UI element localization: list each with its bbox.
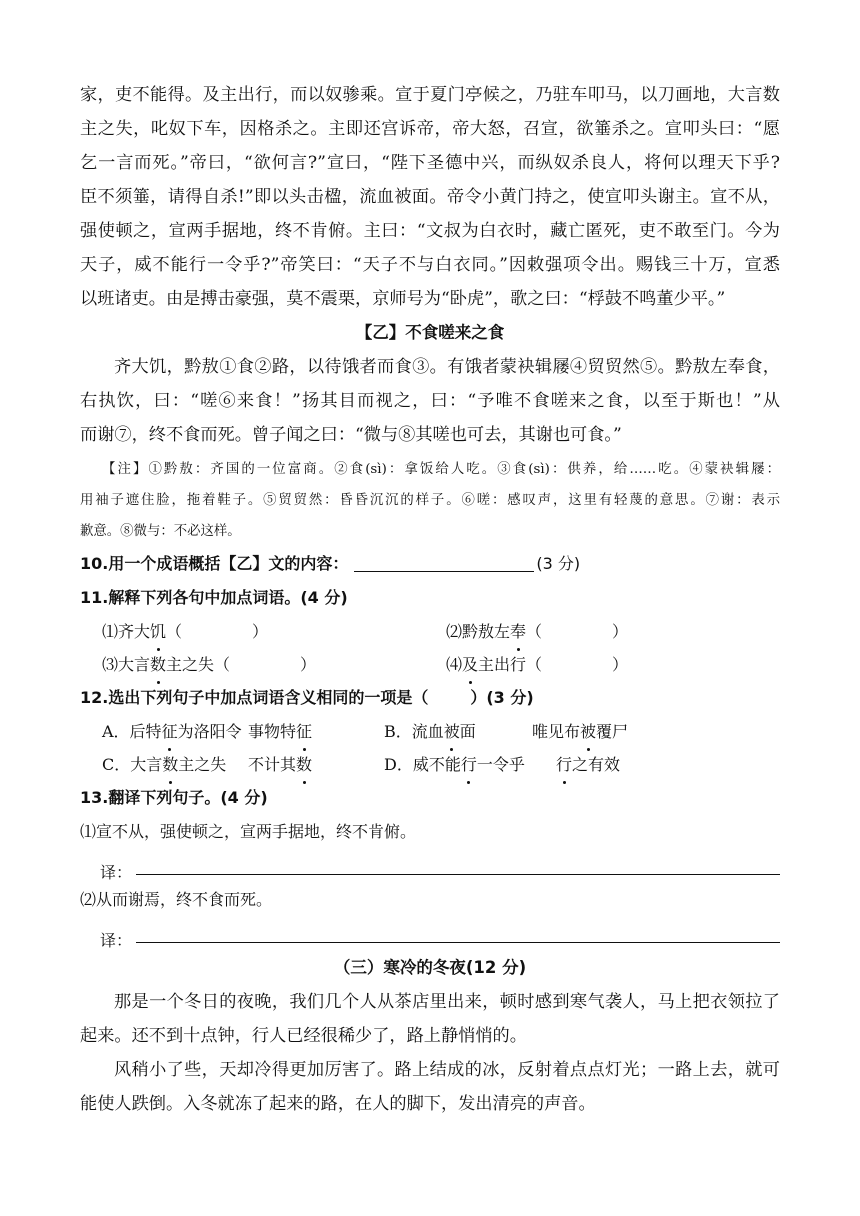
passage-yi <box>80 350 780 452</box>
question-12: 12.选出下列句子中加点词语含义相同的一项是（ ）(3 分) <box>80 688 534 707</box>
q11-item: ⑴齐大饥（ ） <box>80 615 402 648</box>
yi-title: 【乙】不食嗟来之食 <box>355 323 505 342</box>
question-10-text: 10.用一个成语概括【乙】文的内容： <box>80 554 349 573</box>
q12-options-row: A．后特征为洛阳令 事物特征 B．流血被面 唯见布被覆尸 <box>80 715 780 748</box>
text-line: 右执饮，曰：“嗟⑥来食！”扬其目而视之，曰：“予唯不食嗟来之食，以至于斯也！”从 <box>80 391 780 411</box>
text-line: 风稍小了些，天却冷得更加厉害了。路上结成的冰，反射着点点灯光；一路上去，就可 <box>114 1060 780 1080</box>
q13-sentence-2: ⑵从而谢焉，终不食而死。 <box>80 890 273 909</box>
q12-options-row: C．大言数主之失 不计其数 D．威不能行一令乎 行之有效 <box>80 748 780 781</box>
q13-sentence-1: ⑴宣不从，强使顿之，宣两手据地，终不肯俯。 <box>80 822 417 841</box>
question-13: 13.翻译下列句子。(4 分) <box>80 788 268 807</box>
text-line: 乞一言而死。”帝曰，“欲何言?”宣曰，“陛下圣德中兴，而纵奴杀良人，将何以理天下乎? <box>80 153 780 173</box>
text-line: 起来。还不到十点钟，行人已经很稀少了，路上静悄悄的。 <box>80 1026 527 1046</box>
text-line: 那是一个冬日的夜晚，我们几个人从茶店里出来，顿时感到寒气袭人，马上把衣领拉了 <box>114 992 780 1012</box>
passage-3 <box>80 985 780 1121</box>
question-11-row <box>80 615 780 648</box>
question-10-score: (3 分) <box>536 554 581 573</box>
text-line: 以班诸吏。由是搏击豪强，莫不震栗，京师号为“卧虎”，歌之曰：“桴鼓不鸣董少平。” <box>80 289 726 309</box>
translation-line-1[interactable]: 译： <box>80 849 780 883</box>
q11-item: ⑶大言数主之失（ ） <box>80 648 402 681</box>
answer-blank[interactable] <box>354 553 534 572</box>
text-line: 臣不须箠，请得自杀!”即以头击楹，流血被面。帝令小黄门持之，使宣叩头谢主。宣不从， <box>80 187 780 207</box>
document-page <box>80 78 780 1121</box>
text-line: 主之失，叱奴下车，因格杀之。主即还宫诉帝，帝大怒，召宣，欲箠杀之。宣叩头曰：“愿 <box>80 119 780 139</box>
question-11: 11.解释下列各句中加点词语。(4 分) <box>80 588 348 607</box>
q11-item: ⑵黔敖左奉（ ） <box>402 615 628 648</box>
annotations <box>80 454 780 547</box>
text-line: 天子，威不能行一令乎?”帝笑曰：“天子不与白衣同。”因敕强项令出。赐钱三十万，宣悉 <box>80 255 780 275</box>
text-line: 齐大饥，黔敖①食②路，以待饿者而食③。有饿者蒙袂辑屦④贸贸然⑤。黔敖左奉食， <box>114 357 780 377</box>
question-11-row <box>80 648 780 681</box>
note-line: 【注】①黔敖：齐国的一位富商。②食(sì)：拿饭给人吃。③食(sì)：供养，给……吃。④蒙袂辑屦： <box>102 462 780 477</box>
translation-line-2[interactable]: 译： <box>80 917 780 951</box>
q11-item: ⑷及主出行（ ） <box>402 648 628 681</box>
note-line: 歉意。⑧微与：不必这样。 <box>80 524 241 539</box>
text-line: 家，吏不能得。及主出行，而以奴骖乘。宣于夏门亭候之，乃驻车叩马，以刀画地，大言数 <box>80 85 780 105</box>
section-3-title: （三）寒冷的冬夜(12 分) <box>333 958 527 977</box>
question-10 <box>80 547 780 581</box>
text-line: 而谢⑦，终不食而死。曾子闻之曰：“微与⑧其嗟也可去，其谢也可食。” <box>80 425 622 445</box>
note-line: 用袖子遮住脸，拖着鞋子。⑤贸贸然：昏昏沉沉的样子。⑥嗟：感叹声，这里有轻蔑的意思。⑦谢：表示 <box>80 493 780 508</box>
passage-jia <box>80 78 780 316</box>
text-line: 能使人跌倒。入冬就冻了起来的路，在人的脚下，发出清亮的声音。 <box>80 1094 596 1114</box>
text-line: 强使顿之，宣两手据地，终不肯俯。主曰：“文叔为白衣时，藏亡匿死，吏不敢至门。今为 <box>80 221 780 241</box>
